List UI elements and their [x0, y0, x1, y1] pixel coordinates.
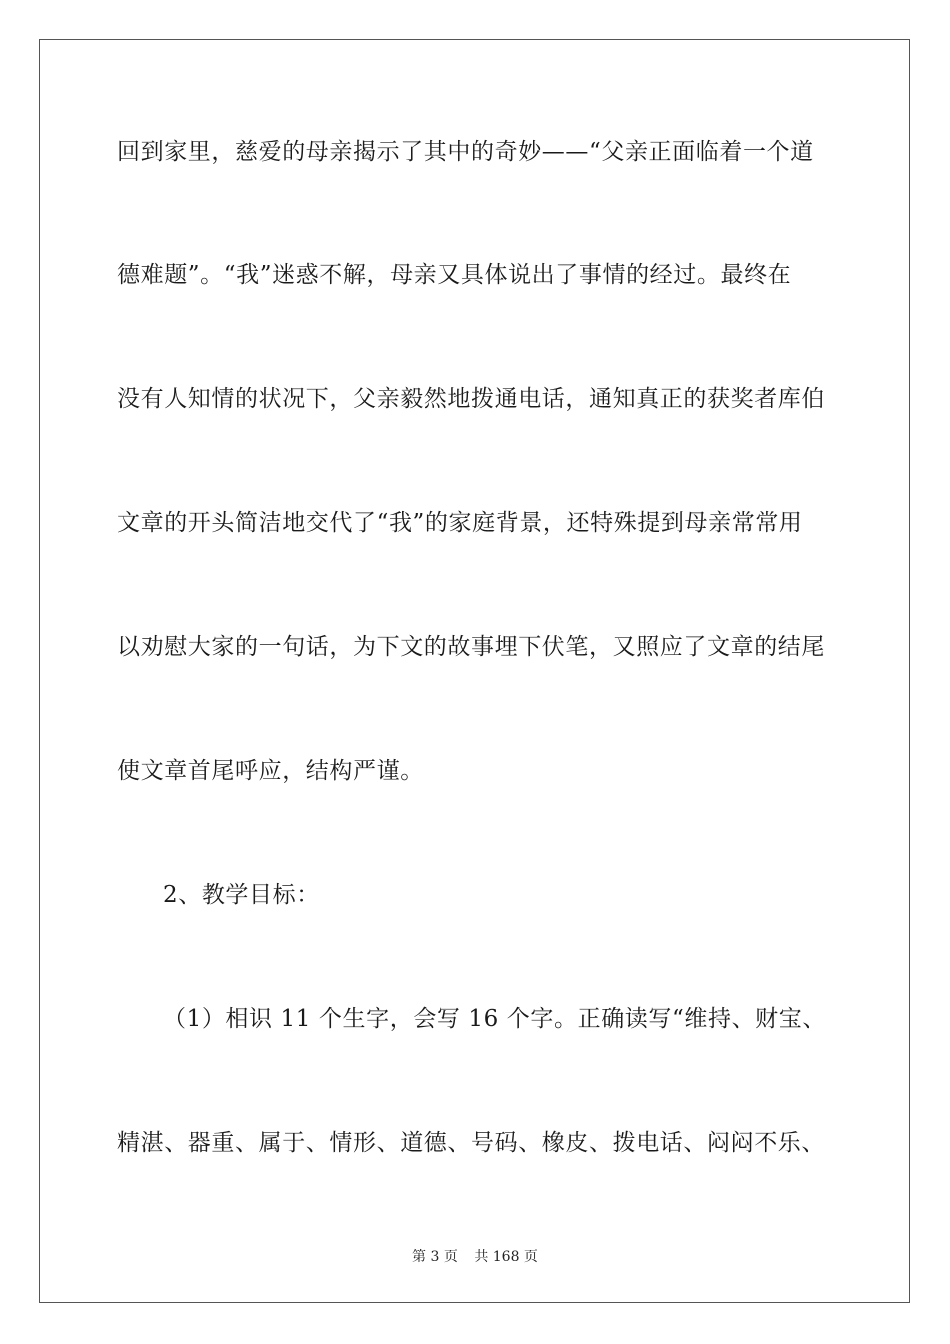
- text-line-5: 以劝慰大家的一句话，为下文的故事埋下伏笔，又照应了文章的结尾: [117, 634, 825, 660]
- text-line-8: （1）相识 11 个生字，会写 16 个字。正确读写“维持、财宝、: [163, 1006, 826, 1032]
- section-heading: 2、教学目标：: [163, 882, 320, 908]
- text-line-9: 精湛、器重、属于、情形、道德、号码、橡皮、拨电话、闷闷不乐、: [117, 1130, 825, 1156]
- text-line-4: 文章的开头简洁地交代了“我”的家庭背景，还特殊提到母亲常常用: [117, 510, 803, 536]
- page-number-total: 共 168 页: [474, 1249, 538, 1265]
- text-line-3: 没有人知情的状况下，父亲毅然地拨通电话，通知真正的获奖者库伯: [117, 386, 825, 412]
- page-footer: [0, 1247, 950, 1267]
- page-number-current: 第 3 页: [412, 1249, 458, 1265]
- page-border: [39, 39, 910, 1303]
- text-line-6: 使文章首尾呼应，结构严谨。: [117, 758, 424, 784]
- text-line-2: 德难题”。“我”迷惑不解，母亲又具体说出了事情的经过。最终在: [117, 262, 792, 288]
- text-line-1: 回到家里，慈爱的母亲揭示了其中的奇妙——“父亲正面临着一个道: [117, 139, 814, 165]
